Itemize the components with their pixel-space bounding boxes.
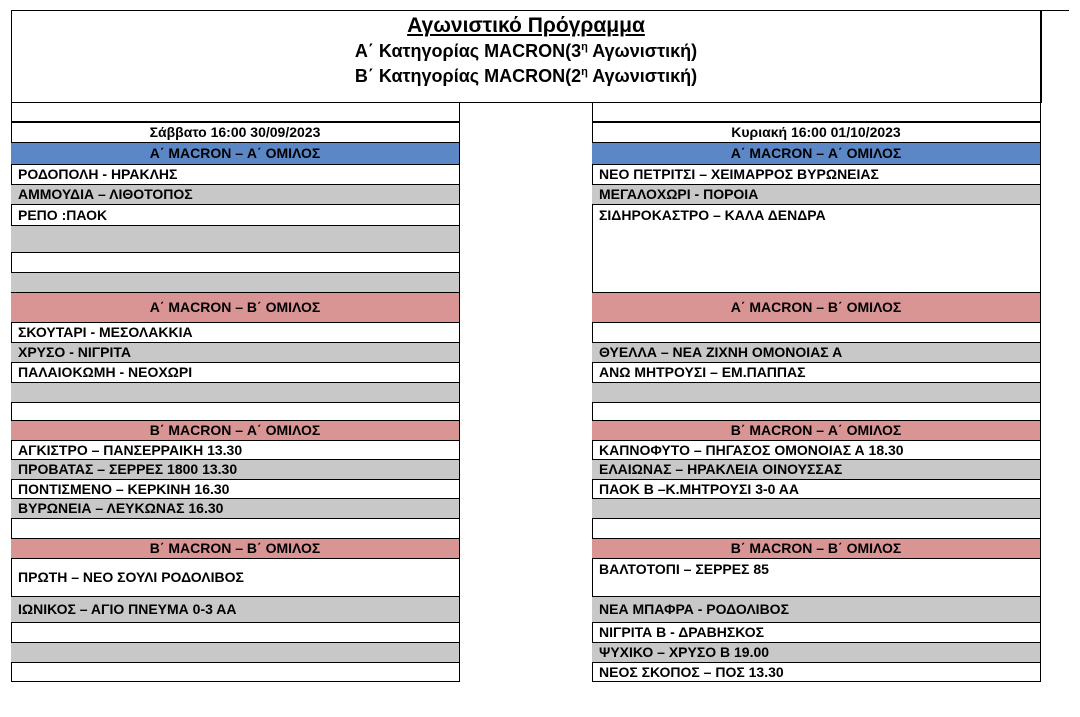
table-row: ΝΕΟ ΠΕΤΡΙΤΣΙ – ΧΕΙΜΑΡΡΟΣ ΒΥΡΩΝΕΙΑΣ (592, 164, 1040, 184)
empty-row (11, 622, 459, 642)
table-row: ΑΜΜΟΥΔΙΑ – ΛΙΘΟΤΟΠΟΣ (11, 184, 459, 204)
sunday-date: Κυριακή 16:00 01/10/2023 (592, 122, 1040, 142)
table-row: ΠΟΝΤΙΣΜΕΝΟ – ΚΕΡΚΙΝΗ 16.30 (11, 479, 459, 498)
table-row: ΑΝΩ ΜΗΤΡΟΥΣΙ – ΕΜ.ΠΑΠΠΑΣ (592, 362, 1040, 382)
table-row: ΒΑΛΤΟΤΟΠΙ – ΣΕΡΡΕΣ 85 (592, 558, 1040, 596)
page-title: Αγωνιστικό Πρόγραμμα (407, 14, 645, 37)
table-row: ΜΕΓΑΛΟΧΩΡΙ - ΠΟΡΟΙΑ (592, 184, 1040, 204)
table-row: ΠΡΩΤΗ – ΝΕΟ ΣΟΥΛΙ ΡΟΔΟΛΙΒΟΣ (11, 558, 459, 596)
subtitle-category-b: Β΄ Κατηγορίας $MACRON(2^\eta$ Αγωνιστική) (354, 66, 698, 86)
table-row: ΝΕΟΣ ΣΚΟΠΟΣ – ΠΟΣ 13.30 (592, 662, 1040, 682)
right-a-group-a-header: Α΄ MACRON – Α΄ ΟΜΙΛΟΣ (592, 142, 1040, 164)
table-row: ΙΩΝΙΚΟΣ – ΑΓΙΟ ΠΝΕΥΜΑ 0-3 ΑΑ (11, 596, 459, 622)
left-b-group-a-header: Β΄ MACRON – Α΄ ΟΜΙΛΟΣ (11, 420, 459, 440)
empty-row (11, 402, 459, 420)
right-bottom-line (592, 681, 1040, 682)
empty-row (11, 662, 459, 682)
table-row: ΨΥΧΙΚΟ – ΧΡΥΣΟ Β 19.00 (592, 642, 1040, 662)
table-row: ΠΡΟΒΑΤΑΣ – ΣΕΡΡΕΣ 1800 13.30 (11, 459, 459, 479)
frame-top-right-extension (1041, 10, 1069, 11)
middle-col-left-border (459, 102, 460, 682)
right-a-group-b-header: Α΄ MACRON – Β΄ ΟΜΙΛΟΣ (592, 292, 1040, 322)
table-row: ΠΑΛΑΙΟΚΩΜΗ - ΝΕΟΧΩΡΙ (11, 362, 459, 382)
empty-row (592, 498, 1040, 518)
empty-row (592, 382, 1040, 402)
table-row: ΒΥΡΩΝΕΙΑ – ΛΕΥΚΩΝΑΣ 16.30 (11, 498, 459, 518)
empty-row (592, 322, 1040, 342)
sunday-column (592, 0, 1040, 717)
empty-row (11, 225, 459, 252)
empty-row (11, 642, 459, 662)
saturday-column (11, 0, 459, 717)
table-row: ΘΥΕΛΛΑ – ΝΕΑ ΖΙΧΝΗ ΟΜΟΝΟΙΑΣ Α (592, 342, 1040, 362)
table-row: ΚΑΠΝΟΦΥΤΟ – ΠΗΓΑΣΟΣ ΟΜΟΝΟΙΑΣ Α 18.30 (592, 440, 1040, 459)
table-row: ΧΡΥΣΟ - ΝΙΓΡΙΤΑ (11, 342, 459, 362)
left-a-group-b-header: Α΄ MACRON – Β΄ ΟΜΙΛΟΣ (11, 292, 459, 322)
table-row: ΡΟΔΟΠΟΛΗ - ΗΡΑΚΛΗΣ (11, 164, 459, 184)
left-bottom-line (11, 681, 459, 682)
table-row: ΡΕΠΟ :ΠΑΟΚ (11, 204, 459, 225)
table-row: ΝΙΓΡΙΤΑ Β - ΔΡΑΒΗΣΚΟΣ (592, 622, 1040, 642)
table-row: ΑΓΚΙΣΤΡΟ – ΠΑΝΣΕΡΡΑΙΚΗ 13.30 (11, 440, 459, 459)
empty-row (592, 518, 1040, 538)
subtitle-category-a: Α΄ Κατηγορίας $MACRON(3^\eta$ Αγωνιστική) (354, 41, 698, 61)
saturday-date: Σάββατο 16:00 30/09/2023 (11, 122, 459, 142)
frame-right-line (1041, 10, 1042, 102)
empty-row (11, 272, 459, 292)
right-col-outer-border (1040, 102, 1041, 682)
table-row: ΣΙΔΗΡΟΚΑΣΤΡΟ – ΚΑΛΑ ΔΕΝΔΡΑ (592, 204, 1040, 225)
empty-row (11, 382, 459, 402)
empty-row (592, 402, 1040, 420)
left-a-group-a-header: Α΄ MACRON – Α΄ ΟΜΙΛΟΣ (11, 142, 459, 164)
table-row: ΕΛΑΙΩΝΑΣ – ΗΡΑΚΛΕΙΑ ΟΙΝΟΥΣΣΑΣ (592, 459, 1040, 479)
right-b-group-b-header: Β΄ MACRON – Β΄ ΟΜΙΛΟΣ (592, 538, 1040, 558)
left-b-group-b-header: Β΄ MACRON – Β΄ ΟΜΙΛΟΣ (11, 538, 459, 558)
empty-row (11, 518, 459, 538)
table-row: ΠΑΟΚ Β –Κ.ΜΗΤΡΟΥΣΙ 3-0 ΑΑ (592, 479, 1040, 498)
table-row: ΝΕΑ ΜΠΑΦΡΑ - ΡΟΔΟΛΙΒΟΣ (592, 596, 1040, 622)
empty-row (11, 252, 459, 272)
right-b-group-a-header: Β΄ MACRON – Α΄ ΟΜΙΛΟΣ (592, 420, 1040, 440)
table-row: ΣΚΟΥΤΑΡΙ - ΜΕΣΟΛΑΚΚΙΑ (11, 322, 459, 342)
